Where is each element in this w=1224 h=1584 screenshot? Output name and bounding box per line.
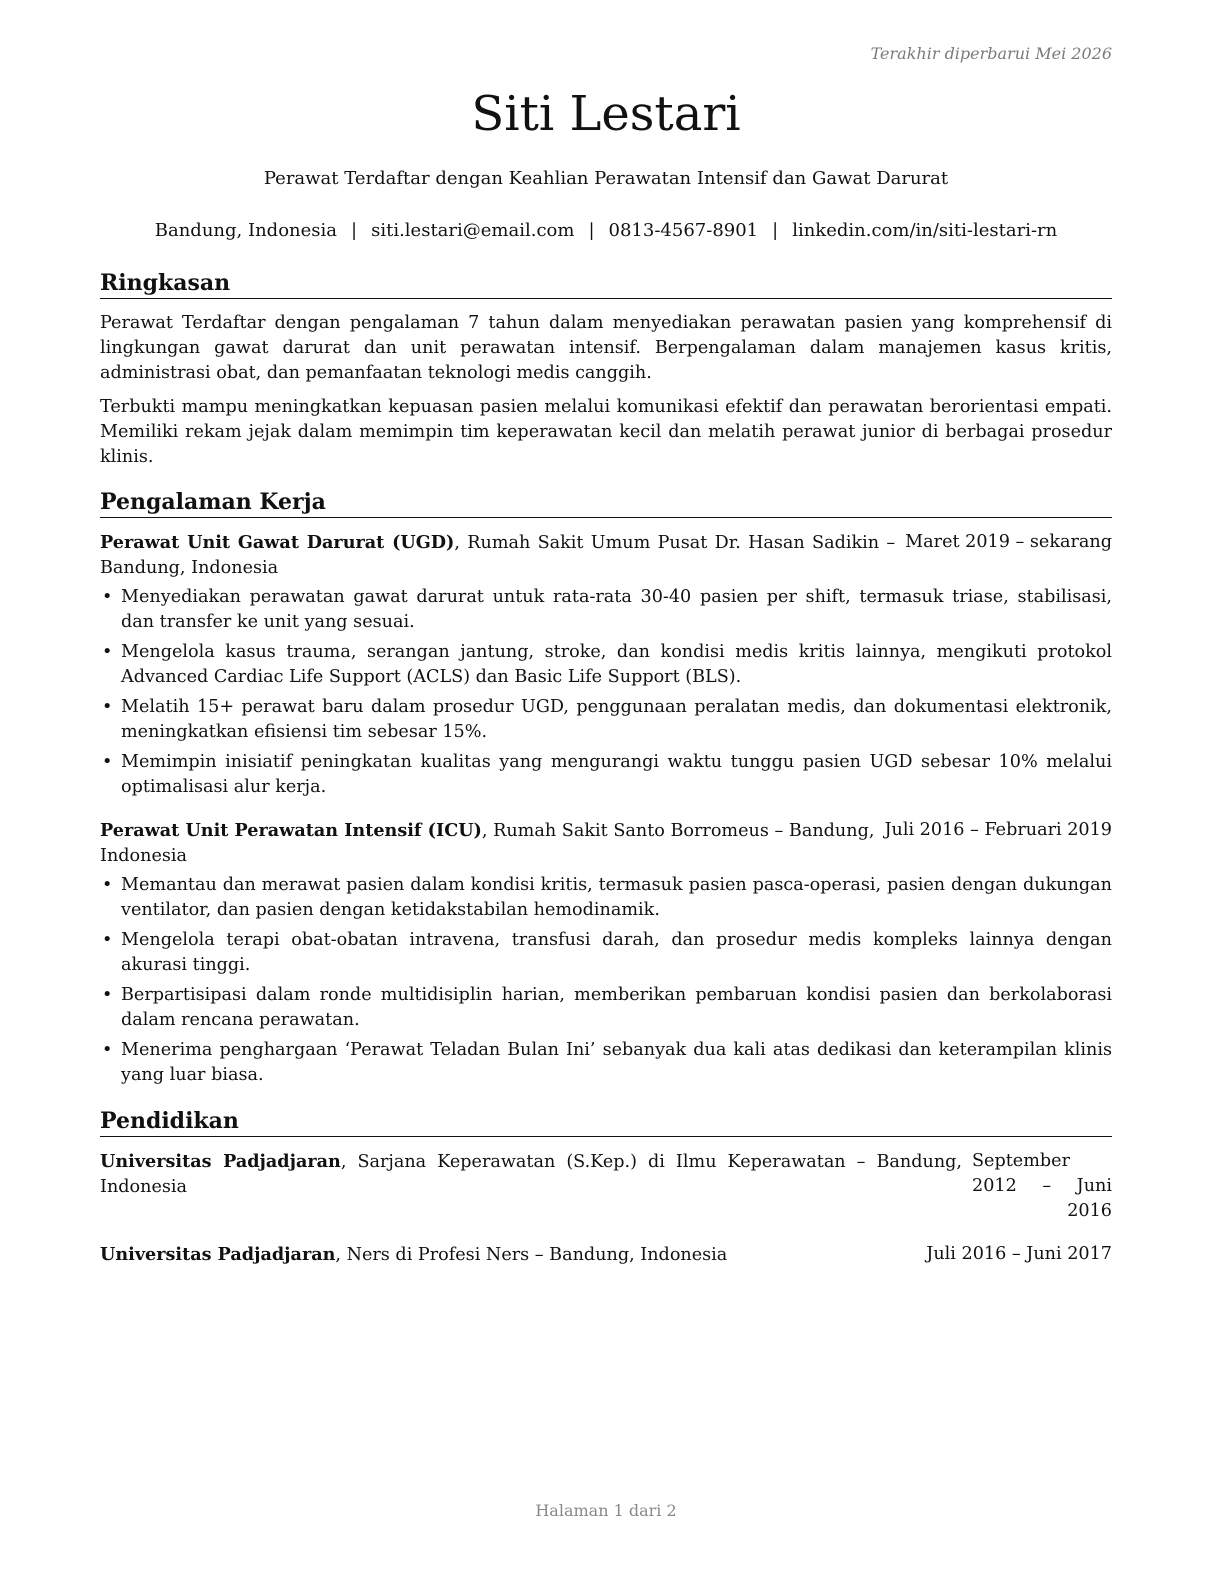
bullet-icon: • [102,642,113,662]
education-section [100,1106,1112,1268]
education-entry [100,1242,1112,1268]
job-employer: , Rumah Sakit Santo Borromeus – Bandung, Indonesia [100,821,875,866]
job-employer: , Rumah Sakit Umum Pusat Dr. Hasan Sadikin – Bandung, Indonesia [100,533,896,578]
section-title-experience: Pengalaman Kerja [100,487,1112,518]
education-date: September 2012 – Juni 2016 [972,1151,1112,1221]
contact-location: Bandung, Indonesia [154,220,338,241]
job-bullets [100,873,1112,1088]
list-item: • Memantau dan merawat pasien dalam kondisi kritis, termasuk pasien pasca-operasi, pasien dengan dukungan ventilator, dan pasien dengan ketidakstabilan hemodinamik. [102,875,1112,920]
summary-paragraph: Terbukti mampu meningkatkan kepuasan pasien melalui komunikasi efektif dan perawatan berorientasi empati. Memiliki rekam jejak dalam memimpin tim keperawatan kecil dan melatih perawat junior di berbagai prosedur klinis. [100,397,1112,467]
last-updated: Terakhir diperbarui Mei 2026 [870,44,1112,63]
education-degree: , Sarjana Keperawatan (S.Kep.) di Ilmu Keperawatan – Bandung, Indonesia [100,1152,963,1197]
job-role: Perawat Unit Gawat Darurat (UGD) [100,532,455,553]
bullet-icon: • [102,587,113,607]
education-school: Universitas Padjadjaran [100,1151,341,1172]
education-entry [100,1149,1112,1224]
bullet-icon: • [102,875,113,895]
professional-title: Perawat Terdaftar dengan Keahlian Perawatan Intensif dan Gawat Darurat [263,168,949,189]
bullet-icon: • [102,930,113,950]
list-item: • Berpartisipasi dalam ronde multidisiplin harian, memberikan pembaruan kondisi pasien dan berkolaborasi dalam rencana perawatan. [102,985,1112,1030]
section-title-education: Pendidikan [100,1106,1112,1137]
job-date: Juli 2016 – Februari 2019 [884,820,1112,840]
candidate-name: Siti Lestari [471,86,741,142]
contact-linkedin[interactable]: linkedin.com/in/siti-lestari-rn [792,220,1058,241]
education-school: Universitas Padjadjaran [100,1244,336,1265]
summary-section [100,268,1112,470]
contact-separator: | [588,220,595,241]
contact-line [100,219,1112,243]
list-item: • Menyediakan perawatan gawat darurat untuk rata-rata 30-40 pasien per shift, termasuk triase, stabilisasi, dan transfer ke unit yang sesuai. [102,587,1112,632]
job-header [100,530,1112,581]
job-date: Maret 2019 – sekarang [905,532,1112,552]
summary-paragraph: Perawat Terdaftar dengan pengalaman 7 tahun dalam menyediakan perawatan pasien yang komprehensif di lingkungan gawat darurat dan unit perawatan intensif. Berpengalaman dalam manajemen kasus kritis, administrasi obat, dan pemanfaatan teknologi medis canggih. [100,313,1112,383]
list-item: • Memimpin inisiatif peningkatan kualitas yang mengurangi waktu tunggu pasien UGD sebesar 10% melalui optimalisasi alur kerja. [102,752,1112,797]
job-header [100,818,1112,869]
job-role: Perawat Unit Perawatan Intensif (ICU) [100,820,482,841]
bullet-icon: • [102,1040,113,1060]
bullet-icon: • [102,697,113,717]
experience-section [100,487,1112,1088]
contact-separator: | [351,220,358,241]
list-item: • Mengelola kasus trauma, serangan jantung, stroke, dan kondisi medis kritis lainnya, mengikuti protokol Advanced Cardiac Life Support (ACLS) dan Basic Life Support (BLS). [102,642,1112,687]
education-header [100,1242,1112,1268]
resume-page [100,0,1112,1584]
job-bullets [100,585,1112,800]
contact-email[interactable]: siti.lestari@email.com [371,220,575,241]
education-header [100,1149,1112,1224]
job-entry [100,530,1112,800]
page-number: Halaman 1 dari 2 [535,1501,677,1520]
contact-phone: 0813-4567-8901 [608,220,759,241]
education-degree: , Ners di Profesi Ners – Bandung, Indonesia [335,1245,728,1265]
education-date: Juli 2016 – Juni 2017 [926,1244,1112,1264]
job-entry [100,818,1112,1088]
list-item: • Mengelola terapi obat-obatan intravena, transfusi darah, dan prosedur medis kompleks lainnya dengan akurasi tinggi. [102,930,1112,975]
contact-separator: | [772,220,779,241]
bullet-icon: • [102,752,113,772]
resume-content [100,268,1112,1286]
list-item: • Menerima penghargaan ‘Perawat Teladan Bulan Ini’ sebanyak dua kali atas dedikasi dan keterampilan klinis yang luar biasa. [102,1040,1112,1085]
bullet-icon: • [102,985,113,1005]
list-item: • Melatih 15+ perawat baru dalam prosedur UGD, penggunaan peralatan medis, dan dokumentasi elektronik, meningkatkan efisiensi tim sebesar 15%. [102,697,1112,742]
section-title-summary: Ringkasan [100,268,1112,299]
